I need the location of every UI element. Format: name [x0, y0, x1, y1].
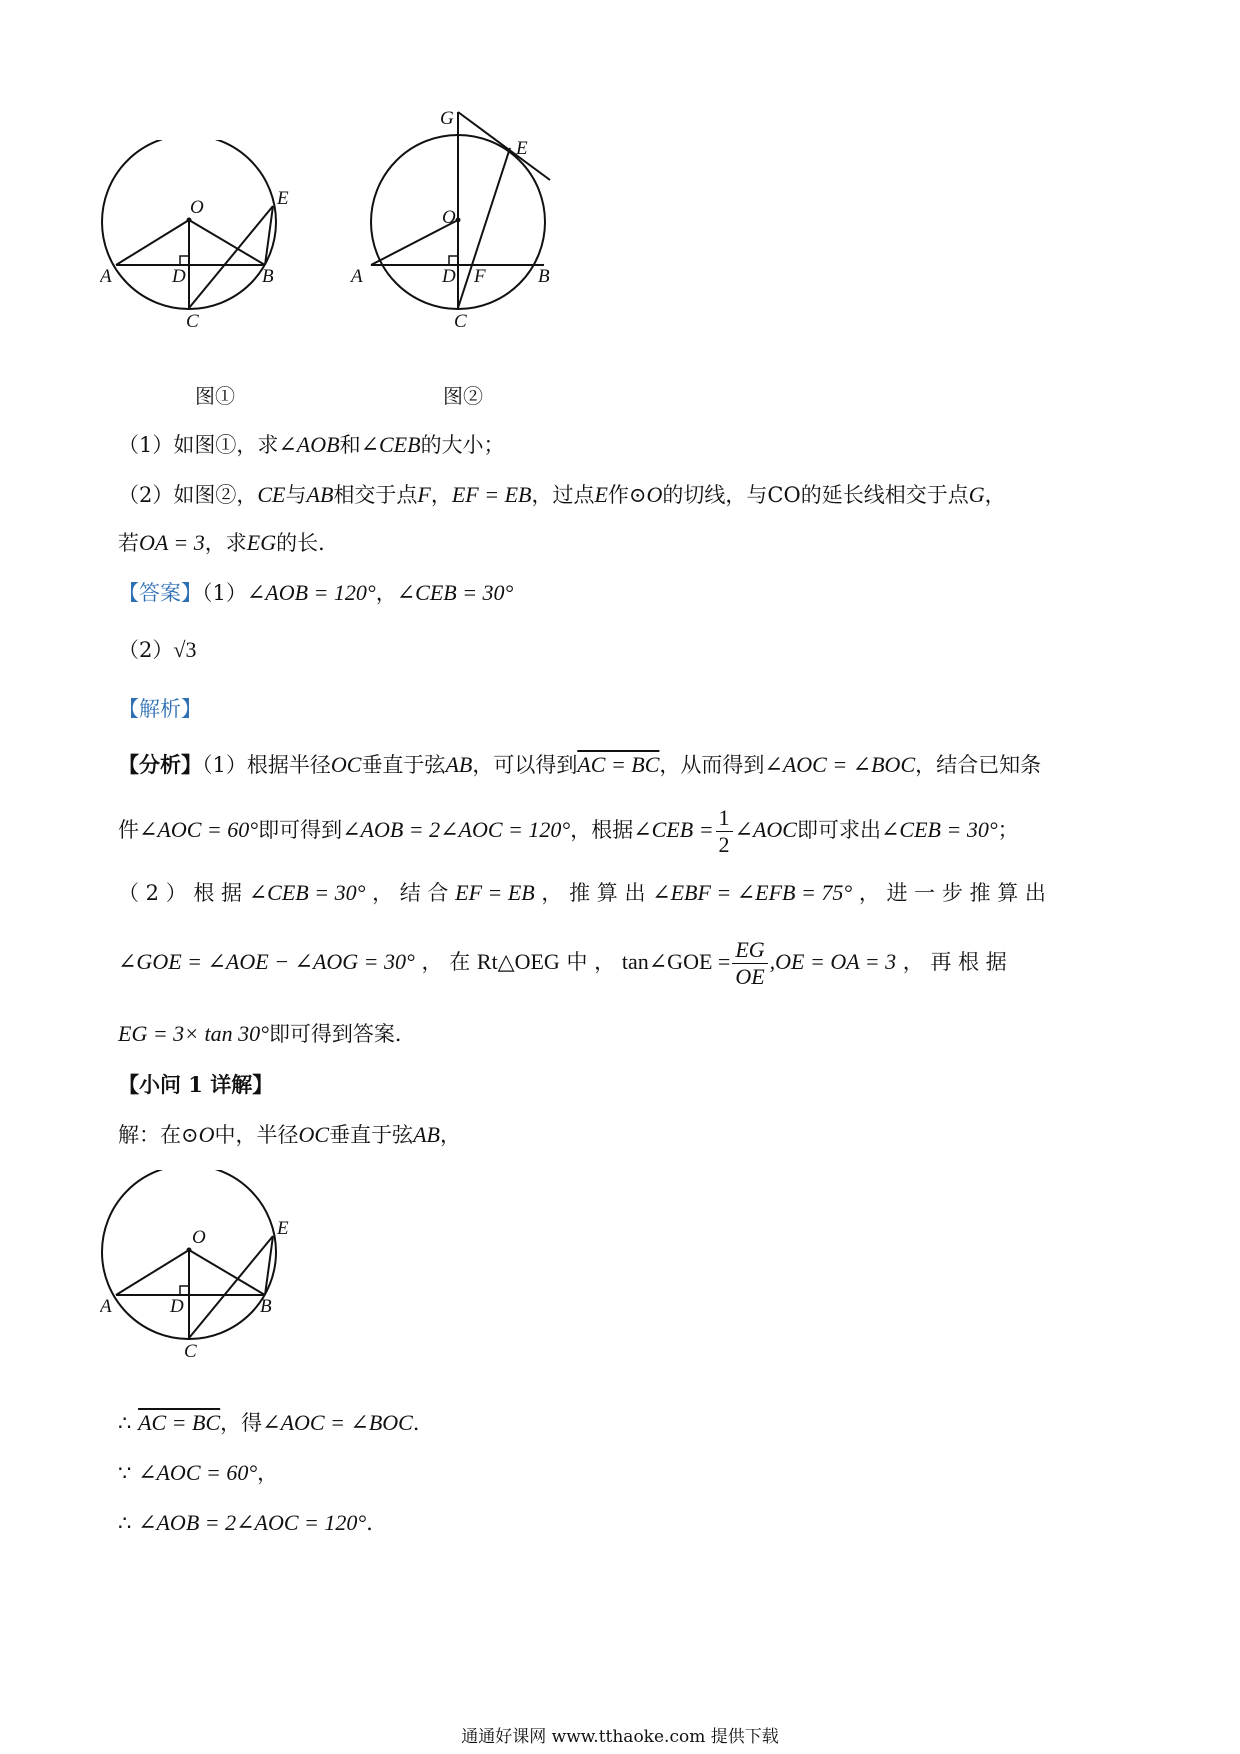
detail-tag: 【小问 1 详解】	[118, 1072, 274, 1097]
fig3-label-a: A	[100, 1296, 112, 1317]
question-1: （1）如图①，求∠AOB和∠CEB的大小；	[118, 432, 505, 457]
analysis-tag: 【解析】	[118, 697, 202, 721]
detail-line-1: 解：在⊙O中，半径OC垂直于弦AB，	[118, 1122, 461, 1147]
fig1-label-b: B	[262, 266, 274, 287]
fig1-label-c: C	[186, 311, 199, 332]
fig2-label-e: E	[516, 138, 528, 159]
figure-2-caption: 图②	[443, 384, 483, 408]
fig1-label-d: D	[172, 266, 186, 287]
fig2-label-o: O	[442, 207, 456, 228]
fig3-label-b: B	[260, 1296, 272, 1317]
fig2-label-c: C	[454, 311, 467, 332]
fig1-label-e: E	[277, 188, 289, 209]
figure-1-caption: 图①	[195, 384, 235, 408]
question-2-cont: 若OA = 3，求EG的长．	[118, 530, 340, 555]
fig2-label-b: B	[538, 266, 550, 287]
figure-1	[100, 140, 320, 370]
fraction-eg-oe: $\frac{EG}{OE}$	[732, 937, 767, 990]
fig3-label-c: C	[184, 1341, 197, 1362]
fig1-label-a: A	[100, 266, 112, 287]
detail-line-2: ∴ AC = BC，得∠AOC = ∠BOC．	[118, 1410, 434, 1435]
footer-watermark: 通通好课网 www.tthaoke.com 提供下载	[461, 1727, 779, 1747]
analysis-line-1: 【分析】（1）根据半径OC垂直于弦AB，可以得到AC = BC，从而得到∠AOC = ∠BOC，结合已知条	[118, 752, 1042, 777]
answer-1: 【答案】（1）∠AOB = 120°，∠CEB = 30°	[118, 580, 514, 605]
fraction-half: $\frac{1}{2}$	[716, 805, 733, 858]
figure-3	[100, 1170, 320, 1375]
answer-tag: 【答案】	[118, 581, 202, 605]
analysis-line-5: EG = 3× tan 30°即可得到答案．	[118, 1021, 416, 1046]
answer-2: （2）√3	[118, 637, 197, 662]
analysis-line-3: （ 2 ） 根 据 ∠CEB = 30° ， 结 合 EF = EB ， 推 算 出 ∠EBF = ∠EFB = 75° ， 进 一 步 推 算 出	[118, 880, 1046, 905]
fig2-label-a: A	[351, 266, 363, 287]
detail-line-3: ∵ ∠AOC = 60°，	[118, 1460, 279, 1485]
fig3-label-d: D	[170, 1296, 184, 1317]
fig3-label-o: O	[192, 1227, 206, 1248]
fig1-label-o: O	[190, 197, 204, 218]
fig2-label-f: F	[474, 266, 486, 287]
analysis-line-2: 件∠AOC = 60°即可得到∠AOB = 2∠AOC = 120°，根据∠CEB = $\frac{1}{2}$ ∠AOC即可求出∠CEB = 30°；	[118, 805, 1019, 857]
detail-line-4: ∴ ∠AOB = 2∠AOC = 120°．	[118, 1510, 388, 1535]
fig3-label-e: E	[277, 1218, 289, 1239]
fig2-label-d: D	[442, 266, 456, 287]
figure-2	[350, 110, 570, 375]
fig2-label-g: G	[440, 110, 454, 129]
analysis-line-4: ∠GOE = ∠AOE − ∠AOG = 30° ， 在 Rt△OEG 中 ， tan∠GOE = $\frac{EG}{OE}$ ,OE = OA = 3 ， 再 根 据	[118, 937, 1007, 989]
question-2: （2）如图②，CE与AB相交于点F，EF = EB，过点E作⊙O的切线，与CO的延长线相交于点G，	[118, 482, 1006, 507]
